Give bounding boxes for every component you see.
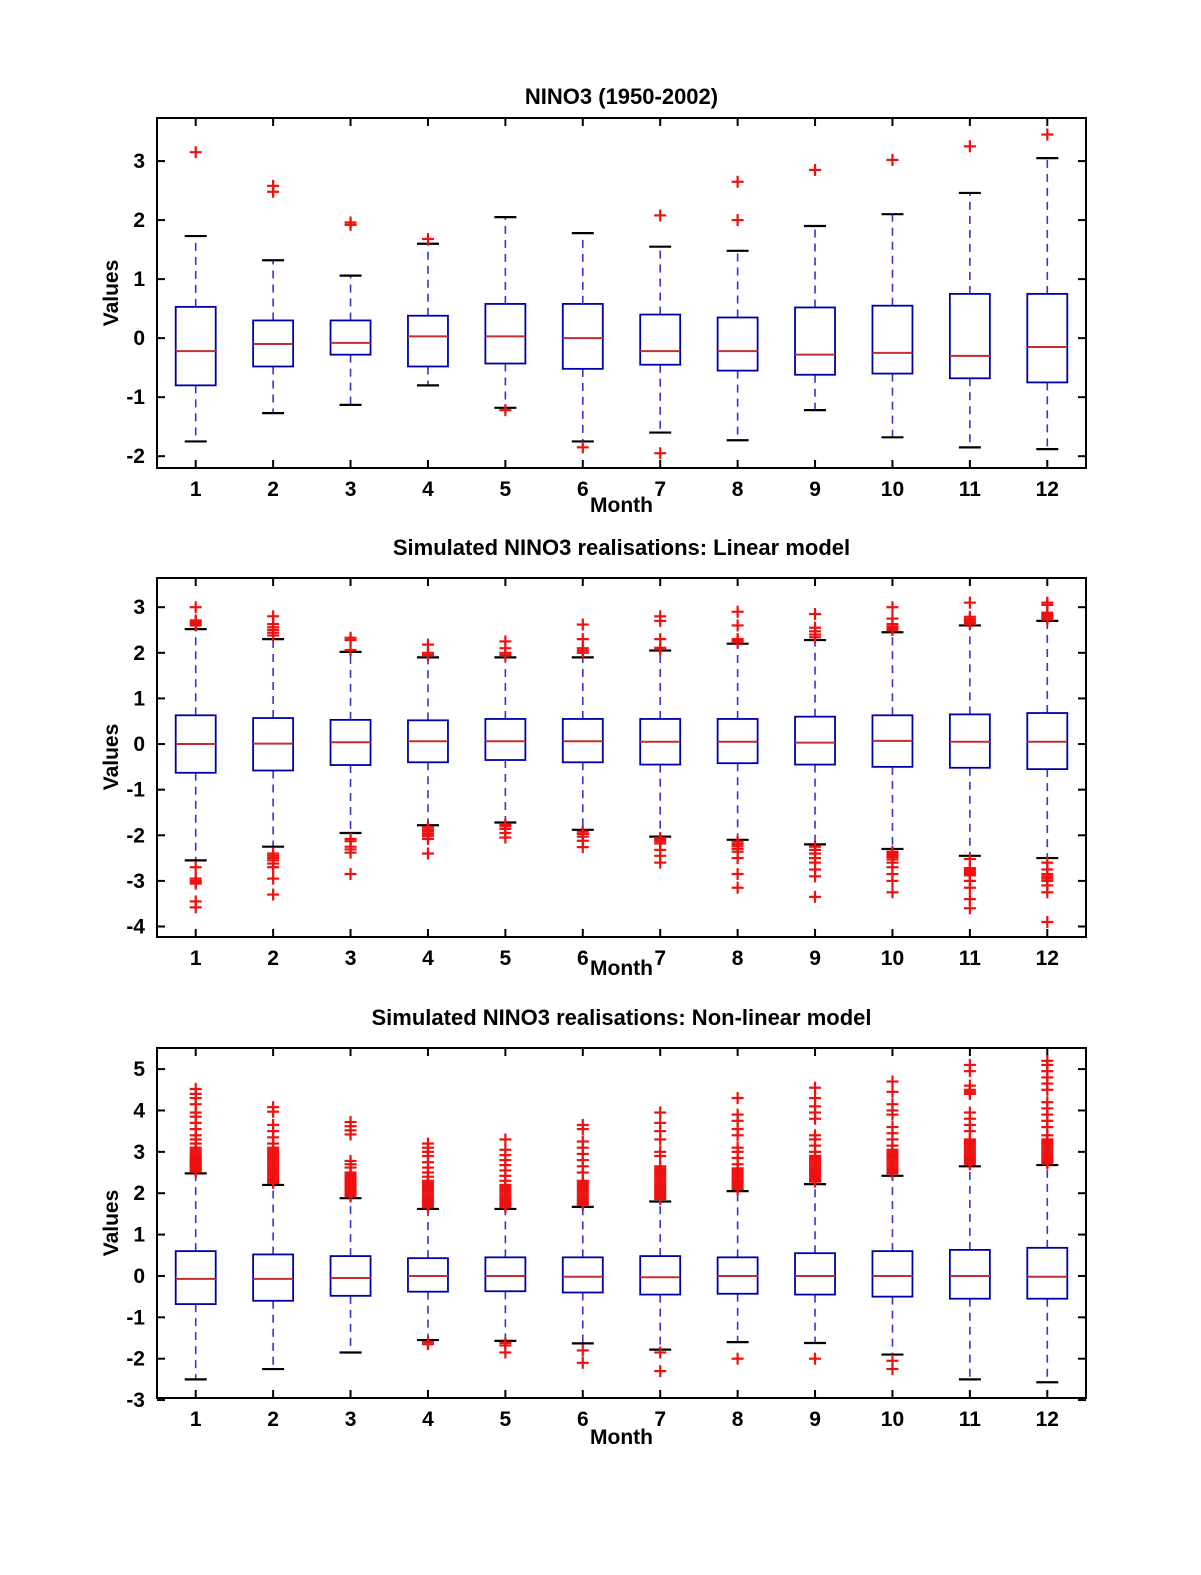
x-tick-label: 12 [1035, 947, 1059, 970]
iqr-box [485, 719, 525, 760]
iqr-box [718, 317, 758, 370]
x-tick-label: 9 [809, 478, 821, 501]
iqr-box [1027, 1248, 1067, 1299]
y-tick-label: 3 [133, 1140, 145, 1164]
x-tick-label: 2 [267, 478, 279, 501]
x-tick-label: 10 [880, 947, 905, 970]
y-tick-label: 5 [133, 1058, 145, 1082]
y-tick-label: 4 [133, 1099, 145, 1123]
y-tick-label: -2 [126, 445, 145, 469]
iqr-box [950, 1250, 990, 1299]
x-tick-label: 3 [344, 947, 357, 970]
y-tick-label: -1 [126, 386, 145, 410]
x-tick-label: 3 [344, 1408, 357, 1431]
x-tick-label: 2 [267, 1408, 279, 1431]
chart1-xlabel: Month [590, 494, 653, 517]
iqr-box [563, 1257, 603, 1292]
x-tick-label: 3 [344, 478, 357, 501]
x-tick-label: 2 [267, 947, 279, 970]
x-tick-label: 5 [499, 947, 512, 970]
x-tick-label: 8 [731, 947, 744, 970]
iqr-box [563, 304, 603, 369]
x-tick-label: 6 [576, 478, 589, 501]
x-tick-label: 12 [1035, 1408, 1059, 1431]
y-tick-label: 1 [133, 268, 145, 292]
x-tick-label: 5 [499, 478, 512, 501]
iqr-box [795, 1253, 835, 1294]
x-tick-label: 12 [1035, 478, 1059, 501]
y-tick-label: 0 [133, 733, 145, 757]
iqr-box [485, 1257, 525, 1291]
chart2-title: Simulated NINO3 realisations: Linear model [392, 535, 851, 560]
x-tick-label: 7 [654, 1408, 667, 1431]
x-tick-label: 6 [576, 947, 589, 970]
y-tick-label: -2 [126, 824, 145, 848]
x-tick-label: 10 [880, 478, 905, 501]
x-tick-label: 5 [499, 1408, 512, 1431]
chart1-title: NINO3 (1950-2002) [524, 84, 719, 109]
axes-frame [157, 118, 1086, 468]
x-tick-label: 9 [809, 947, 821, 970]
x-tick-label: 10 [880, 1408, 905, 1431]
iqr-box [795, 717, 835, 765]
y-tick-label: 3 [133, 596, 145, 620]
iqr-box [640, 315, 680, 365]
y-tick-label: 2 [133, 1182, 145, 1206]
x-tick-label: 11 [958, 947, 981, 970]
axes-frame [157, 578, 1086, 937]
iqr-box [331, 1256, 371, 1296]
y-tick-label: 1 [133, 687, 145, 711]
y-tick-label: -1 [126, 1306, 145, 1330]
y-tick-label: -1 [126, 778, 145, 802]
chart3-xlabel: Month [590, 1426, 653, 1449]
iqr-box [795, 307, 835, 374]
y-tick-label: -3 [126, 869, 145, 893]
x-tick-label: 4 [422, 1408, 434, 1431]
x-tick-label: 8 [731, 478, 744, 501]
x-tick-label: 11 [958, 478, 981, 501]
y-tick-label: 2 [133, 209, 145, 233]
iqr-box [485, 304, 525, 364]
iqr-box [872, 1251, 912, 1297]
x-tick-label: 4 [422, 478, 434, 501]
y-tick-label: -4 [126, 915, 145, 939]
iqr-box [950, 294, 990, 378]
x-tick-label: 1 [189, 947, 202, 970]
chart3-title: Simulated NINO3 realisations: Non-linear model [371, 1005, 872, 1030]
x-tick-label: 8 [731, 1408, 744, 1431]
axes-frame [157, 1048, 1086, 1398]
y-tick-label: 2 [133, 641, 145, 665]
y-tick-label: 3 [133, 150, 145, 174]
chart2-ylabel: Values [100, 723, 123, 791]
iqr-box [1027, 294, 1067, 383]
y-tick-label: 0 [133, 327, 145, 351]
iqr-box [408, 1258, 448, 1292]
iqr-box [176, 307, 216, 385]
chart3-ylabel: Values [100, 1189, 123, 1257]
x-tick-label: 7 [654, 478, 667, 501]
x-tick-label: 1 [189, 478, 202, 501]
chart1-ylabel: Values [100, 259, 123, 327]
iqr-box [640, 1256, 680, 1294]
x-tick-label: 1 [189, 1408, 202, 1431]
iqr-box [176, 1251, 216, 1304]
x-tick-label: 6 [576, 1408, 589, 1431]
iqr-box [872, 306, 912, 374]
y-tick-label: 0 [133, 1264, 145, 1288]
x-tick-label: 11 [958, 1408, 981, 1431]
x-tick-label: 7 [654, 947, 667, 970]
iqr-box [253, 1254, 293, 1300]
x-tick-label: 4 [422, 947, 434, 970]
chart2-xlabel: Month [590, 957, 653, 980]
x-tick-label: 9 [809, 1408, 821, 1431]
y-tick-label: -2 [126, 1347, 145, 1371]
iqr-box [408, 316, 448, 367]
y-tick-label: -3 [126, 1389, 145, 1413]
iqr-box [331, 320, 371, 354]
y-tick-label: 1 [133, 1223, 145, 1247]
